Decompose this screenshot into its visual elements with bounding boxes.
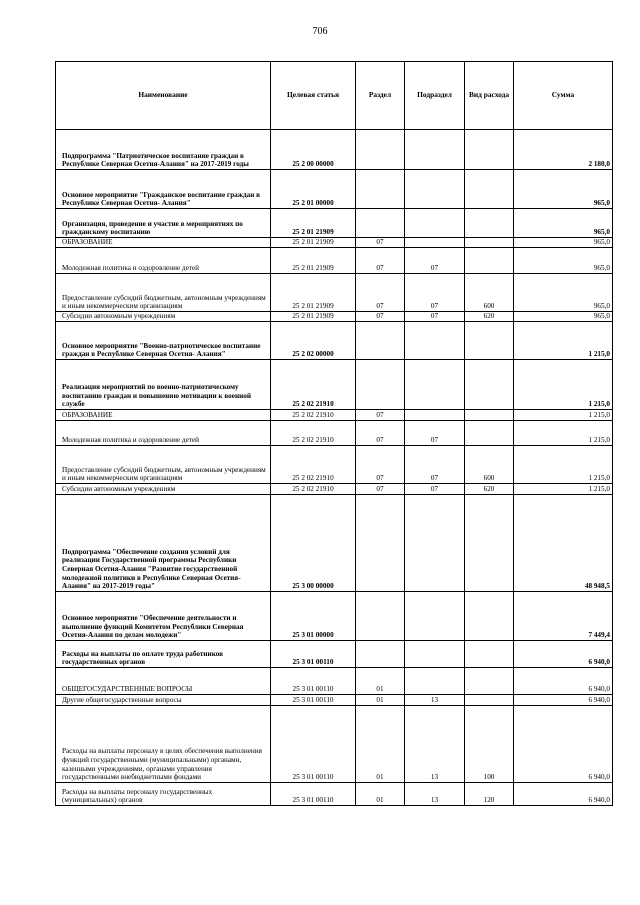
table-row: [56, 668, 613, 695]
cell-name: ОБРАЗОВАНИЕ: [56, 410, 271, 421]
table-row: [56, 421, 613, 446]
cell-name: Основное мероприятие "Военно-патриотическое воспитание граждан в Республике Северная Осетия- Алания": [56, 322, 271, 360]
cell-subsection: [405, 641, 465, 668]
table-row: [56, 322, 613, 360]
cell-subsection: 07: [405, 421, 465, 446]
cell-subsection: 13: [405, 706, 465, 783]
cell-subsection: 07: [405, 484, 465, 495]
cell-name: Подпрограмма "Патриотическое воспитание граждан в Республике Северная Осетия-Алания" на 2017-2019 годы: [56, 130, 271, 170]
cell-expense-type: [465, 668, 514, 695]
table-row: [56, 312, 613, 322]
table-row: [56, 410, 613, 421]
cell-name: Субсидии автономным учреждениям: [56, 312, 271, 322]
cell-expense-type: [465, 410, 514, 421]
table-row: [56, 360, 613, 410]
cell-section: 07: [356, 274, 405, 312]
cell-subsection: [405, 238, 465, 248]
cell-expense-type: [465, 641, 514, 668]
cell-target: 25 2 01 21909: [271, 312, 356, 322]
cell-target: 25 2 02 21910: [271, 421, 356, 446]
cell-subsection: 13: [405, 783, 465, 806]
cell-expense-type: 100: [465, 706, 514, 783]
cell-section: [356, 360, 405, 410]
cell-target: 25 3 01 00110: [271, 783, 356, 806]
table-row: [56, 706, 613, 783]
cell-subsection: [405, 209, 465, 238]
cell-target: 25 3 01 00110: [271, 695, 356, 706]
cell-sum: 1 215,0: [514, 484, 613, 495]
cell-sum: 6 940,0: [514, 668, 613, 695]
budget-table: [55, 61, 613, 806]
cell-name: Организация, проведение и участие в мероприятиях по гражданскому воспитанию: [56, 209, 271, 238]
cell-section: 07: [356, 238, 405, 248]
cell-section: [356, 322, 405, 360]
cell-name: ОБРАЗОВАНИЕ: [56, 238, 271, 248]
cell-section: 07: [356, 410, 405, 421]
cell-expense-type: [465, 248, 514, 274]
cell-name: Другие общегосударственные вопросы: [56, 695, 271, 706]
cell-subsection: [405, 410, 465, 421]
cell-sum: 6 940,0: [514, 783, 613, 806]
cell-name: Расходы на выплаты персоналу государственных (муниципальных) органов: [56, 783, 271, 806]
cell-target: 25 2 00 00000: [271, 130, 356, 170]
cell-subsection: [405, 170, 465, 209]
cell-name: Расходы на выплаты по оплате труда работников государственных органов: [56, 641, 271, 668]
cell-subsection: [405, 130, 465, 170]
header-expense-type: Вид расхода: [465, 62, 514, 130]
cell-expense-type: [465, 495, 514, 592]
cell-expense-type: 120: [465, 783, 514, 806]
header-subsection: Подраздел: [405, 62, 465, 130]
cell-target: 25 2 01 00000: [271, 170, 356, 209]
cell-subsection: 07: [405, 274, 465, 312]
cell-sum: 6 940,0: [514, 641, 613, 668]
table-row: [56, 484, 613, 495]
header-sum: Сумма: [514, 62, 613, 130]
cell-target: 25 2 01 21909: [271, 274, 356, 312]
cell-sum: 6 940,0: [514, 695, 613, 706]
cell-name: ОБЩЕГОСУДАРСТВЕННЫЕ ВОПРОСЫ: [56, 668, 271, 695]
cell-name: Основное мероприятие "Гражданское воспитание граждан в Республике Северная Осетия- Алания": [56, 170, 271, 209]
cell-name: Молодежная политика и оздоровление детей: [56, 421, 271, 446]
cell-section: [356, 170, 405, 209]
cell-section: 01: [356, 783, 405, 806]
cell-section: [356, 592, 405, 641]
cell-sum: 6 940,0: [514, 706, 613, 783]
cell-sum: 1 215,0: [514, 360, 613, 410]
cell-section: 01: [356, 695, 405, 706]
cell-section: [356, 130, 405, 170]
cell-subsection: 07: [405, 446, 465, 484]
cell-section: 01: [356, 668, 405, 695]
header-name: Наименование: [56, 62, 271, 130]
cell-target: 25 2 01 21909: [271, 238, 356, 248]
table-row: [56, 274, 613, 312]
cell-expense-type: [465, 421, 514, 446]
table-row: [56, 783, 613, 806]
cell-target: 25 2 02 21910: [271, 410, 356, 421]
cell-expense-type: [465, 360, 514, 410]
cell-sum: 965,0: [514, 274, 613, 312]
cell-target: 25 2 02 21910: [271, 360, 356, 410]
cell-expense-type: [465, 209, 514, 238]
cell-expense-type: [465, 130, 514, 170]
cell-subsection: 07: [405, 248, 465, 274]
header-section: Раздел: [356, 62, 405, 130]
cell-sum: 1 215,0: [514, 410, 613, 421]
cell-expense-type: [465, 322, 514, 360]
table-row: [56, 641, 613, 668]
cell-name: Предоставление субсидий бюджетным, автономным учреждениям и иным некоммерческим организациям: [56, 446, 271, 484]
cell-sum: 965,0: [514, 209, 613, 238]
cell-section: [356, 641, 405, 668]
header-row: [56, 62, 613, 130]
cell-sum: 965,0: [514, 312, 613, 322]
table-row: [56, 170, 613, 209]
cell-target: 25 3 01 00000: [271, 592, 356, 641]
cell-name: Субсидии автономным учреждениям: [56, 484, 271, 495]
cell-expense-type: [465, 695, 514, 706]
cell-sum: 48 948,5: [514, 495, 613, 592]
cell-name: Подпрограмма "Обеспечение создания условий для реализации Государственной программы Республики Северная Осетия-Алания "Развитие государственной молодежной политики в Республике Северная Осетия-Алания" на 2017-2019 годы": [56, 495, 271, 592]
cell-subsection: [405, 668, 465, 695]
cell-section: 07: [356, 446, 405, 484]
cell-sum: 965,0: [514, 170, 613, 209]
cell-target: 25 2 02 21910: [271, 484, 356, 495]
table-row: [56, 248, 613, 274]
cell-target: 25 3 00 00000: [271, 495, 356, 592]
table-row: [56, 495, 613, 592]
cell-expense-type: [465, 170, 514, 209]
cell-expense-type: 620: [465, 312, 514, 322]
cell-name: Основное мероприятие "Обеспечение деятельности и выполнение функций Комитетом Республики Северная Осетия-Алания по делам молодежи": [56, 592, 271, 641]
table-row: [56, 592, 613, 641]
cell-section: [356, 209, 405, 238]
table-row: [56, 695, 613, 706]
cell-section: 07: [356, 421, 405, 446]
cell-subsection: 07: [405, 312, 465, 322]
cell-subsection: [405, 360, 465, 410]
cell-section: 07: [356, 312, 405, 322]
cell-subsection: [405, 592, 465, 641]
cell-section: 01: [356, 706, 405, 783]
table-body: [56, 130, 613, 806]
cell-target: 25 3 01 00110: [271, 706, 356, 783]
header-target: Целевая статья: [271, 62, 356, 130]
cell-name: Молодежная политика и оздоровление детей: [56, 248, 271, 274]
cell-sum: 1 215,0: [514, 421, 613, 446]
cell-expense-type: [465, 592, 514, 641]
cell-target: 25 2 01 21909: [271, 248, 356, 274]
table-row: [56, 209, 613, 238]
table-row: [56, 238, 613, 248]
cell-name: Реализация мероприятий по военно-патриотическому воспитанию граждан и повышению мотивации к военной службе: [56, 360, 271, 410]
cell-expense-type: 600: [465, 446, 514, 484]
cell-subsection: 13: [405, 695, 465, 706]
cell-section: [356, 495, 405, 592]
cell-sum: 1 215,0: [514, 322, 613, 360]
cell-subsection: [405, 495, 465, 592]
table-row: [56, 130, 613, 170]
cell-expense-type: [465, 238, 514, 248]
cell-sum: 1 215,0: [514, 446, 613, 484]
cell-target: 25 2 02 00000: [271, 322, 356, 360]
cell-target: 25 2 01 21909: [271, 209, 356, 238]
cell-target: 25 2 02 21910: [271, 446, 356, 484]
cell-section: 07: [356, 248, 405, 274]
cell-expense-type: 600: [465, 274, 514, 312]
cell-subsection: [405, 322, 465, 360]
cell-section: 07: [356, 484, 405, 495]
cell-sum: 2 180,0: [514, 130, 613, 170]
cell-expense-type: 620: [465, 484, 514, 495]
cell-name: Предоставление субсидий бюджетным, автономным учреждениям и иным некоммерческим организациям: [56, 274, 271, 312]
table-row: [56, 446, 613, 484]
cell-target: 25 3 01 00110: [271, 668, 356, 695]
cell-sum: 965,0: [514, 248, 613, 274]
cell-target: 25 3 01 00110: [271, 641, 356, 668]
cell-name: Расходы на выплаты персоналу в целях обеспечения выполнения функций государственными (муниципальными) органами, казенными учреждениями, органами управления государственными внебюджетными фондами: [56, 706, 271, 783]
cell-sum: 965,0: [514, 238, 613, 248]
cell-sum: 7 449,4: [514, 592, 613, 641]
page-number: 706: [312, 26, 328, 37]
